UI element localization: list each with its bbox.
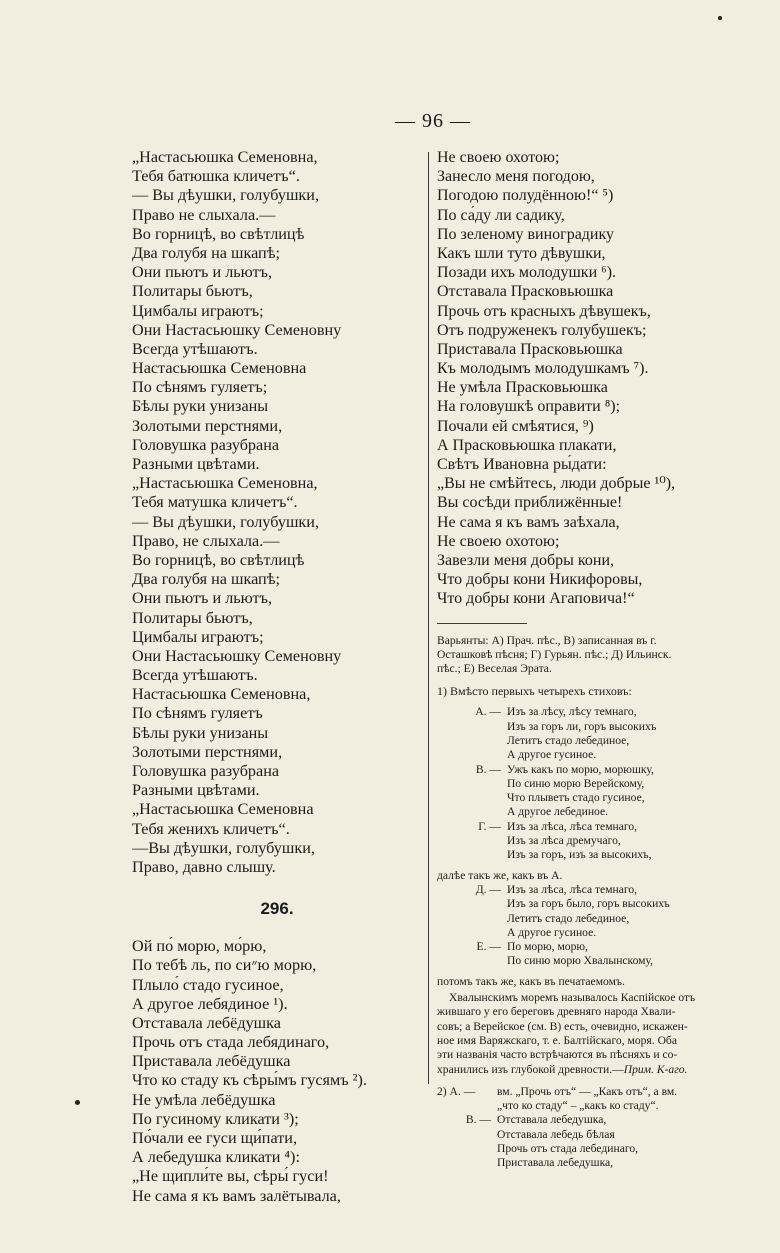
commentary-line: Хвалынскимъ моремъ называлось Каспійское отъ (449, 991, 696, 1005)
verse-line: Золотыми перстнями, (132, 416, 283, 435)
verse-line: Прочь отъ стада лебядинаго, (132, 1033, 330, 1052)
footnote-1-variants-2 (461, 883, 767, 969)
variant-line: По морю, морю, (507, 940, 588, 954)
verse-line: Право, не слыхала.— (132, 531, 280, 550)
verse-line: По́чали ее гуси щи́пати, (132, 1129, 298, 1147)
verse-line: Тебя матушка кличетъ“. (132, 493, 298, 512)
verse-line: Они Настасьюшку Семеновну (132, 646, 342, 665)
poem-296-continuation (437, 148, 767, 609)
ink-speck (75, 1100, 80, 1105)
verse-line: Свѣтъ Ивановна ры́дати: (437, 456, 607, 473)
verse-line: Бѣлы руки унизаны (132, 397, 269, 416)
variant-line: По синю морю Верейскому, (507, 776, 645, 790)
variant-line: Изъ за лѣса, лѣса темнаго, (507, 882, 638, 896)
poem-295-ending (132, 148, 422, 877)
commentary-line: эти названія часто встрѣчаются въ пѣсняхъ и со- (437, 1048, 678, 1062)
verse-line: А лебедушка кликати ⁴): (132, 1148, 300, 1167)
footnote-2-variant-b (497, 1113, 767, 1170)
variant-line: А другое лебединое. (507, 805, 609, 819)
verse-line: Разными цвѣтами. (132, 781, 260, 800)
variant-line: Что плыветъ стадо гусиное, (507, 791, 645, 805)
verse-line: По гусиному кликати ³); (132, 1109, 299, 1128)
verse-line: Отставала Прасковьюшка (437, 283, 614, 301)
verse-line: По зеленому виноградику (437, 225, 615, 243)
footnote-1-variants (461, 705, 767, 862)
footnote-line: Прочь отъ стада лебединаго, (497, 1142, 639, 1155)
verse-line: А Прасковьюшка плакати, (437, 436, 617, 454)
variant-line: Летитъ стадо лебединое, (507, 733, 630, 747)
verse-line: Два голубя на шкапѣ; (132, 570, 281, 589)
footnote-rule (437, 623, 527, 624)
left-column (132, 148, 422, 1206)
variant-line: А другое гусиное. (507, 748, 597, 762)
verse-line: Какъ шли туто дѣвушки, (437, 244, 606, 262)
verse-line: Они пьютъ и льютъ, (132, 589, 273, 608)
column-divider (428, 152, 429, 1084)
commentary-signature: Прим. К-аго. (623, 1062, 688, 1076)
verse-line: Почали ей смѣятися, ⁹) (437, 417, 594, 435)
variant-lines (507, 820, 767, 863)
commentary-line: жившаго у его береговъ древняго народа Хвали- (437, 1005, 676, 1019)
variant-block (461, 820, 767, 863)
variant-line: Изъ за лѣсу, лѣсу темнаго, (507, 705, 637, 719)
variant-line: Летитъ стадо лебединое, (507, 911, 630, 925)
verse-line: Занесло меня погодою, (437, 168, 595, 186)
verse-line: Позади ихъ молодушки ⁶). (437, 264, 617, 282)
verse-line: Политары бьютъ, (132, 608, 253, 627)
ink-speck (718, 16, 722, 20)
verse-line: А другое лебядиное ¹). (132, 994, 288, 1013)
verse-line: Они Настасьюшку Семеновну (132, 320, 342, 339)
verse-line: Головушка разубрана (132, 435, 280, 454)
footnote-line: вм. „Прочь отъ“ — „Какъ отъ“, а вм. (497, 1084, 678, 1098)
verse-line: Тебя батюшка кличетъ“. (132, 167, 300, 186)
verse-line: Къ молодымъ молодушкамъ ⁷). (437, 360, 649, 378)
verse-line: Прочь отъ красныхъ дѣвушекъ, (437, 302, 651, 320)
verse-line: Бѣлы руки унизаны (132, 723, 269, 742)
variant-label: А. — (475, 705, 501, 719)
verse-line: По са́ду ли садику, (437, 206, 565, 224)
footnote-2-label-b: В. — (465, 1113, 491, 1127)
verse-line: Во горницѣ, во свѣтлицѣ (132, 550, 305, 569)
footnote-line: Отставала лебедушка, (497, 1113, 607, 1127)
variant-label: Д. — (475, 882, 501, 896)
page-number: — 96 — (395, 110, 471, 132)
footnote-1 (437, 684, 767, 1076)
verse-line: Не сама я къ вамъ заѣхала, (437, 513, 620, 531)
poem-number: 296. (260, 899, 294, 919)
verse-line: По тебѣ ль, по си״ю морю, (132, 956, 317, 975)
verse-line: Всегда утѣшаютъ. (132, 666, 258, 685)
verse-line: Погодою полудённою!“ ⁵) (437, 187, 614, 205)
variants-line: Варьянты: А) Прач. пѣс., В) записанная въ г. (437, 633, 657, 647)
variant-lines (507, 705, 767, 762)
verse-line: — Вы дѣушки, голубушки, (132, 512, 319, 531)
variant-line: Ужъ какъ по морю, морюшку, (507, 762, 654, 776)
variant-block (461, 940, 767, 969)
variant-label: Е. — (476, 940, 501, 954)
commentary-line (437, 1063, 767, 1077)
verse-line: Приставала Прасковьюшка (437, 340, 623, 358)
variant-line: Изъ за горъ ли, горъ высокихъ (507, 719, 657, 733)
variants-line: пѣс.; Е) Веселая Эрата. (437, 662, 552, 676)
variant-line: По синю морю Хвалынскому, (507, 954, 654, 968)
verse-line: По сѣнямъ гуляетъ (132, 704, 263, 723)
commentary-text: хранились изъ глубокой древности.— (437, 1062, 624, 1076)
verse-line: Не своею охотою; (437, 149, 560, 166)
verse-line: Настасьюшка Семеновна, (132, 685, 311, 704)
verse-line: Во горницѣ, во свѣтлицѣ (132, 224, 305, 243)
variant-line: Изъ за горъ, изъ за высокихъ, (507, 848, 652, 862)
poem-296-text (132, 937, 422, 1206)
variant-line: Изъ за горъ было, горъ высокихъ (507, 897, 670, 911)
variant-label: Г. — (478, 819, 501, 833)
verse-line: Что ко стаду къ сѣры́мъ гусямъ ²). (132, 1071, 367, 1090)
verse-line: Отставала лебёдушка (132, 1013, 281, 1032)
verse-line: „Настасьюшка Семеновна, (132, 474, 318, 493)
verse-line: Право, давно слышу. (132, 857, 276, 876)
verse-line: „Настасьюшка Семеновна, (132, 148, 318, 166)
variants-note (437, 634, 767, 677)
right-column (437, 148, 767, 1171)
variant-lines (507, 763, 767, 820)
verse-line: Вы сосѣди приближённые! (437, 494, 623, 512)
verse-line: Они пьютъ и льютъ, (132, 263, 273, 282)
footnote-2-label-a: 2) А. — (437, 1084, 476, 1098)
variant-line: А другое гусиное. (507, 925, 597, 939)
verse-line: Не сама я къ вамъ залётывала, (132, 1186, 341, 1205)
verse-line: По сѣнямъ гуляетъ; (132, 378, 268, 397)
verse-line: Цимбалы играютъ; (132, 301, 264, 320)
verse-line: Политары бьютъ, (132, 282, 253, 301)
verse-line: Не своею охотою; (437, 532, 560, 550)
verse-line: Всегда утѣшаютъ. (132, 339, 258, 358)
verse-line: Плыло́ стадо гусиное, (132, 975, 284, 994)
verse-line: Разными цвѣтами. (132, 455, 260, 473)
variant-block (461, 705, 767, 762)
verse-line: Настасьюшка Семеновна (132, 359, 307, 378)
verse-line: Ой по́ морю, мо́рю, (132, 937, 267, 956)
verse-line: Головушка разубрана (132, 762, 280, 780)
verse-line: Цимбалы играютъ; (132, 627, 264, 646)
commentary-line: совъ; а Верейское (см. В) есть, очевидно, искажен- (437, 1019, 688, 1033)
variant-label: В. — (475, 762, 501, 776)
verse-line: „Вы не смѣйтесь, люди добрые ¹⁰), (437, 475, 676, 493)
verse-line: Не умѣла лебёдушка (132, 1090, 276, 1109)
footnote-line: Приставала лебедушка, (497, 1156, 614, 1170)
variants-line: Осташковѣ пѣсня; Г) Гурьян. пѣс.; Д) Ильинск. (437, 647, 672, 661)
footnote-1-heading: 1) Вмѣсто первыхъ четырехъ стиховъ: (437, 684, 632, 699)
variant-line: Изъ за лѣса, лѣса темнаго, (507, 819, 638, 833)
variant-block (461, 883, 767, 940)
footnote-2-variant-a (497, 1085, 767, 1114)
footnote-1-commentary (437, 991, 767, 1077)
footnote-2 (437, 1085, 767, 1171)
verse-line: Два голубя на шкапѣ; (132, 243, 281, 262)
verse-line: Отъ подруженекъ голубушекъ; (437, 321, 647, 339)
verse-line: Не умѣла Прасковьюшка (437, 379, 608, 397)
commentary-line: ное имя Варяжскаго, т. е. Балтійскаго, моря. Оба (437, 1033, 677, 1047)
verse-line: — Вы дѣушки, голубушки, (132, 186, 319, 205)
footnote-1-continuation: далѣе такъ же, какъ въ А. (437, 868, 563, 882)
verse-line: Завезли меня добры кони, (437, 551, 615, 569)
verse-line: Тебя женихъ кличетъ“. (132, 819, 290, 838)
verse-line: „Настасьюшка Семеновна (132, 800, 314, 819)
verse-line: —Вы дѣушки, голубушки, (132, 838, 315, 857)
verse-line: „Не щипли́те вы, сѣры́ гуси! (132, 1167, 329, 1186)
verse-line: Право не слыхала.— (132, 205, 276, 224)
verse-line: Что добры кони Никифоровы, (437, 571, 643, 589)
verse-line: Что добры кони Агаповича!“ (437, 590, 635, 608)
variant-lines (507, 883, 767, 940)
variant-lines (507, 940, 767, 969)
verse-line: Приставала лебёдушка (132, 1052, 291, 1071)
variant-block (461, 763, 767, 820)
verse-line: На головушкѣ оправити ⁸); (437, 398, 621, 416)
footnote-line: Отставала лебедь бѣлая (497, 1127, 615, 1141)
footnote-line: „что ко стаду“ – „какъ ко стаду“. (497, 1099, 659, 1113)
footnote-1-continuation-2: потомъ такъ же, какъ въ печатаемомъ. (437, 974, 625, 988)
verse-line: Золотыми перстнями, (132, 742, 283, 761)
variant-line: Изъ за лѣса дремучаго, (507, 834, 621, 848)
